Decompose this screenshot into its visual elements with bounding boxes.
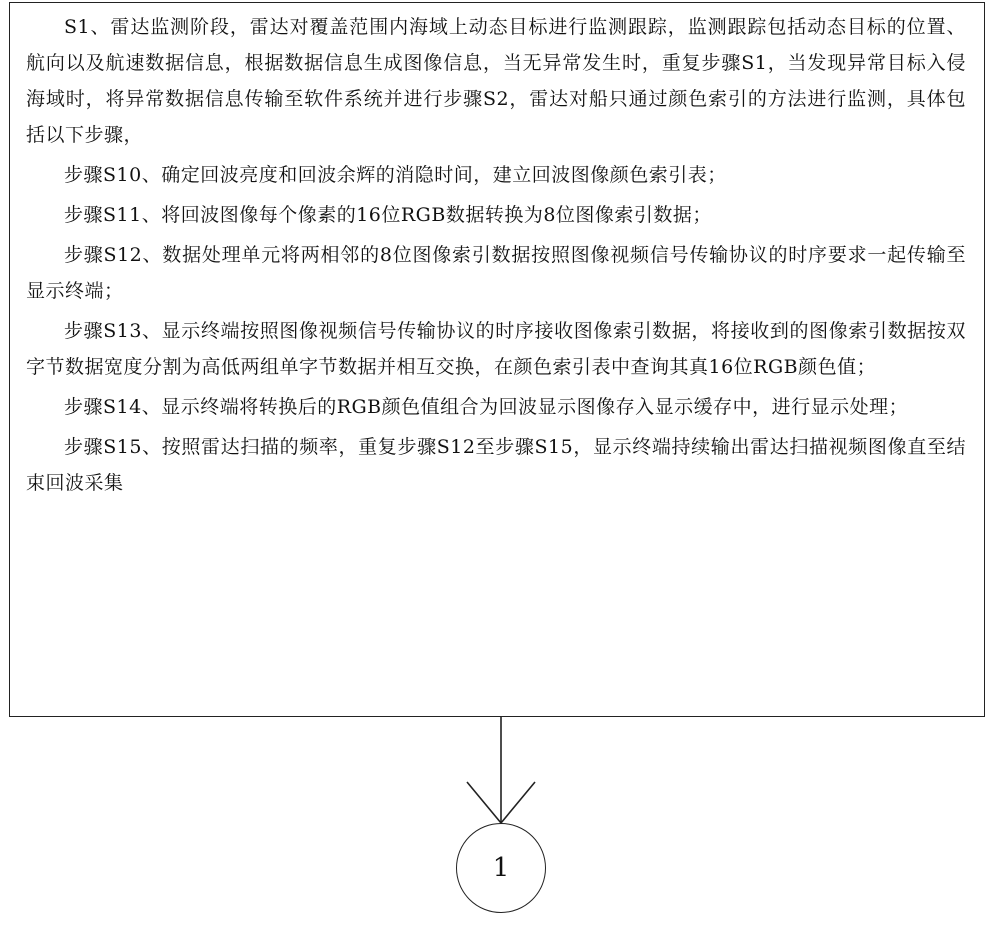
step-s1-process-box — [9, 2, 985, 717]
connector-label: 1 — [492, 853, 510, 883]
step-s1-text: S1、雷达监测阶段，雷达对覆盖范围内海域上动态目标进行监测跟踪，监测跟踪包括动态目标的位置、航向以及航速数据信息，根据数据信息生成图像信息，当无异常发生时，重复步骤S1，当发现异常目标入侵海域时，将异常数据信息传输至软件系统并进行步骤S2，雷达对船只通过颜色索引的方法进行监测，具体包括以下步骤， — [26, 16, 966, 146]
step-s15-text: 步骤S15、按照雷达扫描的频率，重复步骤S12至步骤S15，显示终端持续输出雷达扫描视频图像直至结束回波采集 — [26, 436, 966, 494]
step-s11-text: 步骤S11、将回波图像每个像素的16位RGB数据转换为8位图像索引数据； — [64, 204, 712, 226]
step-s12-text: 步骤S12、数据处理单元将两相邻的8位图像索引数据按照图像视频信号传输协议的时序要求一起传输至显示终端； — [26, 244, 966, 302]
step-s13-text: 步骤S13、显示终端按照图像视频信号传输协议的时序接收图像索引数据，将接收到的图像索引数据按双字节数据宽度分割为高低两组单字节数据并相互交换，在颜色索引表中查询其真16位RGB颜色值； — [26, 320, 966, 378]
arrow-head-icon — [467, 782, 535, 823]
step-s10-text: 步骤S10、确定回波亮度和回波余辉的消隐时间，建立回波图像颜色索引表； — [64, 164, 727, 186]
step-s14-text: 步骤S14、显示终端将转换后的RGB颜色值组合为回波显示图像存入显示缓存中，进行显示处理； — [64, 396, 909, 418]
off-page-connector — [456, 823, 546, 913]
